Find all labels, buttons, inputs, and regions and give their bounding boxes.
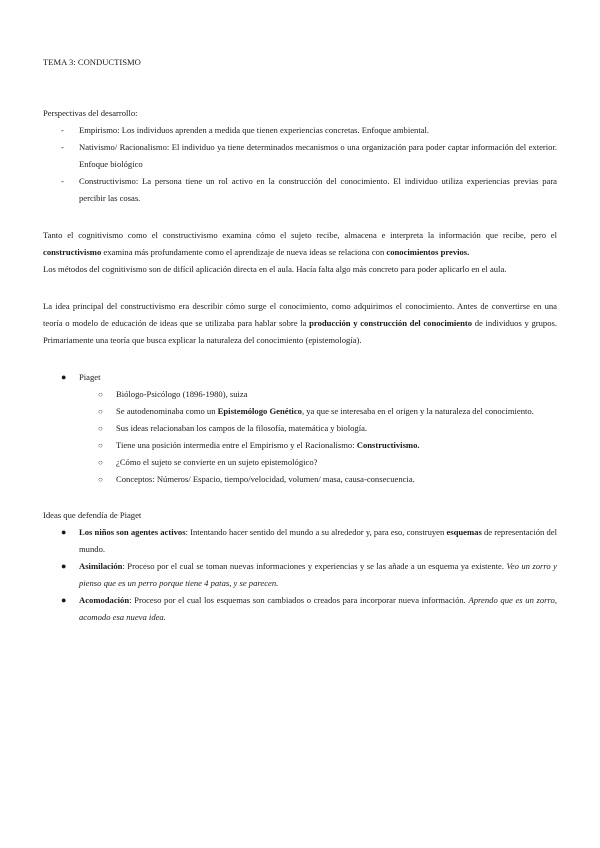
piaget-subitem: ○ ¿Cómo el sujeto se convierte en un sujeto epistemológico? (43, 454, 557, 471)
piaget-subitem: ○ Sus ideas relacionaban los campos de la filosofía, matemática y biología. (43, 420, 557, 437)
circle-bullet-icon: ○ (98, 475, 103, 484)
ideas-item: ● Acomodación: Proceso por el cual los esquemas son cambiados o creados para incorporar nueva información. Aprendo que es un zorro, acomodo esa nueva idea. (43, 592, 557, 626)
piaget-item: ● Piaget (43, 369, 557, 386)
circle-bullet-icon: ○ (98, 441, 103, 450)
piaget-subitem: ○ Se autodenominaba como un Epistemólogo Genético, ya que se interesaba en el origen y la naturaleza del conocimiento. (43, 403, 557, 420)
perspectivas-heading: Perspectivas del desarrollo: (43, 108, 138, 118)
list-item: - Nativismo/ Racionalismo: El individuo ya tiene determinados mecanismos o una organización para poder captar información del exterior. Enfoque biológico (43, 139, 557, 173)
dash-bullet: - (61, 142, 64, 152)
paragraph-metodos: Los métodos del cognitivismo son de difícil aplicación directa en el aula. Hacía falta algo más concreto para poder aplicarlo en el aula. (43, 264, 507, 274)
ideas-heading: Ideas que defendía de Piaget (43, 510, 142, 520)
piaget-subitem: ○ Conceptos: Números/ Espacio, tiempo/velocidad, volumen/ masa, causa-consecuencia. (43, 471, 557, 488)
doc-title: TEMA 3: CONDUCTISMO (43, 57, 141, 67)
bullet-icon: ● (61, 561, 67, 571)
dash-bullet: - (61, 176, 64, 186)
bullet-icon: ● (61, 527, 67, 537)
list-item: - Constructivismo: La persona tiene un rol activo en la construcción del conocimiento. El individuo utiliza experiencias previas para percibir las cosas. (43, 173, 557, 207)
dash-bullet: - (61, 125, 64, 135)
bullet-icon: ● (61, 372, 67, 382)
piaget-subitem: ○ Tiene una posición intermedia entre el Empirismo y el Racionalismo: Constructivismo. (43, 437, 557, 454)
circle-bullet-icon: ○ (98, 458, 103, 467)
circle-bullet-icon: ○ (98, 407, 103, 416)
circle-bullet-icon: ○ (98, 424, 103, 433)
paragraph-cognitivismo: Tanto el cognitivismo como el constructivismo examina cómo el sujeto recibe, almacena e interpreta la información que recibe, pero el constructivismo examina más profundamente como el aprendizaje de nueva ideas se relaciona con conocimientos previos. (43, 230, 557, 257)
bullet-icon: ● (61, 595, 67, 605)
list-item: - Empirismo: Los individuos aprenden a medida que tienen experiencias concretas. Enfoque ambiental. (43, 122, 557, 139)
paragraph-constructivismo: La idea principal del constructivismo era describir cómo surge el conocimiento, como adquirimos el conocimiento. Antes de convertirse en una teoría o modelo de educación de ideas que se utilizaba para hablar sobre la producción y construcción del conocimiento de individuos y grupos. Primariamente una teoría que busca explicar la naturaleza del conocimiento (epistemología). (43, 301, 558, 345)
piaget-subitem: ○ Biólogo-Psicólogo (1896-1980), suiza (43, 386, 557, 403)
circle-bullet-icon: ○ (98, 390, 103, 399)
ideas-item: ● Asimilación: Proceso por el cual se toman nuevas informaciones y experiencias y se las añade a un esquema ya existente. Veo un zorro y pienso que es un perro porque tiene 4 patas, y se parecen. (43, 558, 557, 592)
document-body (43, 54, 557, 626)
ideas-item: ● Los niños son agentes activos: Intentando hacer sentido del mundo a su alrededor y, para eso, construyen esquemas de representación del mundo. (43, 524, 557, 558)
